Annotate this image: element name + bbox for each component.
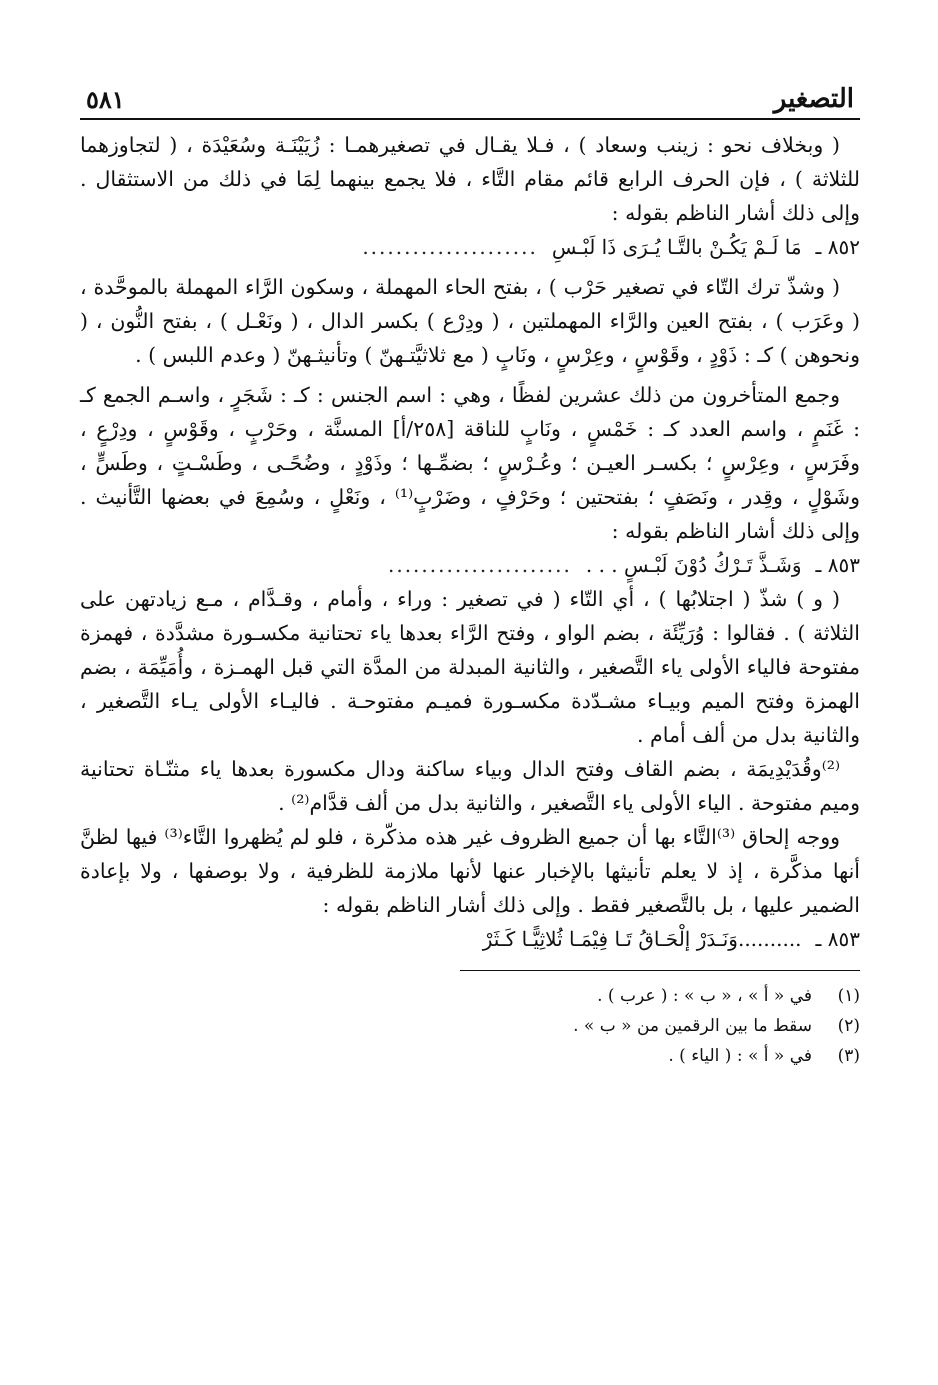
- verse-ellipsis: ......................: [387, 553, 572, 577]
- page-number: ٥٨١: [86, 85, 125, 114]
- paragraph: ( وشذّ ترك التّاء في تصغير حَرْب ) ، بفتح الحاء المهملة ، وسكون الرَّاء المهملة بالموحَّدة ، ( وعَرَب ) ، بفتح العين والرَّاء المهملتين ، ( ودِرْع ) بكسر الدال ، ( ونَعْـل ) ، بفتح النُّون ، ( ونحوهن ) كـ : ذَوْدٍ ، وقَوْسٍ ، وعِرْسٍ ، ونَابٍ ( مع ثلاثيَّتـهنّ ) وتأنيثـهنّ ( وعدم اللبس ) .: [80, 275, 860, 367]
- verse-line: [80, 548, 860, 582]
- footnote-number: (٣): [837, 1046, 860, 1066]
- footnote-divider: [460, 970, 860, 971]
- verse-number: ٨٥٣ ـ: [815, 927, 860, 951]
- paragraph: ( و ) شذّ ( اجتلابُها ) ، أي التّاء ( في تصغير : وراء ، وأمام ، وقـدَّام ، مـع زيادتهن على الثلاثة ) . فقالوا : وُرَيِّئَة ، بضم الواو ، وفتح الرَّاء بعدها ياء تحتانية مكسـورة مشدَّدة ، فهمزة مفتوحة فالياء الأولى ياء التَّصغير ، والثانية المبدلة من المدَّة التي قبل الهمـزة ، وأُمَيِّمَة ، بضم الهمزة وفتح الميم وبيـاء مشـدّدة مكسـورة فميـم مفتوحـة . فاليـاء الأولى يـاء التَّصغير ، والثانية بدل من ألف أمام .: [80, 587, 860, 747]
- footnote: [80, 1011, 860, 1041]
- verse-text: ..........وَنَـدَرْ إلْحَـاقُ تَـا فِيْمَـا ثُلاثِيًّـا كَـثَرْ: [482, 927, 802, 951]
- footnote-number: (٢): [837, 1016, 860, 1036]
- footnote: [80, 981, 860, 1011]
- paragraph: ( وبخلاف نحو : زينب وسعاد ) ، فـلا يقـال في تصغيرهمـا : زُيَيْنَـة وسُعَيْدَة ، ( لتجاوزهما للثلاثة ) ، فإن الحرف الرابع قائم مقام التَّاء ، فلا يجمع بينهما لِمَا في ذلك من الاستثقال . وإلى ذلك أشار الناظم بقوله :: [80, 133, 860, 225]
- footnotes: [80, 981, 860, 1071]
- book-page: [80, 70, 860, 1071]
- footnote-text: في « أ » : ( الياء ) .: [668, 1046, 812, 1066]
- running-title: التصغير: [773, 84, 854, 114]
- verse-number: ٨٥٢ ـ: [815, 235, 860, 259]
- verse-line: [80, 922, 860, 956]
- page-header: [80, 70, 860, 120]
- paragraph: وجمع المتأخرون من ذلك عشرين لفظًا ، وهي : اسم الجنس : كـ : شَجَرٍ ، واسـم الجمع كـ : غَنَمٍ ، واسم العدد كـ : خَمْسٍ ، ونَابٍ للناقة [٢٥٨/أ] المسنَّة ، وحَرْبٍ ، وقَوْسٍ ، ودِرْعٍ ، وفَرَسٍ ، وعِرْسٍ ؛ بكسـر العيـن ؛ وعُـرْسٍ ؛ بضمِّـها ؛ وذَوْدٍ ، وضُحًـى ، وطَسْـتٍ ، وطَسٍّ ، وشَوْلٍ ، وقِدر ، ونَصَفٍ ؛ بفتحتين ؛ وحَرْفٍ ، وضَرْبٍ⁽¹⁾ ، ونَعْلٍ ، وسُمِعَ في بعضها التَّأنيث . وإلى ذلك أشار الناظم بقوله :: [80, 383, 860, 543]
- verse-text: وَشَـذَّ تَـرْكُ دُوْنَ لَبْـسٍ . . .: [585, 553, 802, 577]
- paragraph: ووجه إلحاق ⁽³⁾التَّاء بها أن جميع الظروف غير هذه مذكّرة ، فلو لم يُظهروا التَّاء⁽³⁾ فيها لظنَّ أنها مذكَّرة ، إذ لا يعلم تأنيثها بالإخبار عنها لأنها ملازمة للظرفية ، ولا بوصفها ، ولا بإعادة الضمير عليها ، بل بالتَّصغير فقط . وإلى ذلك أشار الناظم بقوله :: [80, 825, 860, 917]
- page-body: [80, 120, 860, 1071]
- footnote: [80, 1041, 860, 1071]
- verse-text: مَا لَـمْ يَكُـنْ بالتَّـا يُـرَى ذَا لَبْـسِ: [551, 235, 802, 259]
- verse-number: ٨٥٣ ـ: [815, 553, 860, 577]
- paragraph: ⁽²⁾وقُدَيْدِيمَة ، بضم القاف وفتح الدال وبياء ساكنة ودال مكسورة بعدها ياء مثنّـاة تحتانية وميم مفتوحة . الياء الأولى ياء التَّصغير ، والثانية بدل من ألف قدَّام⁽²⁾ .: [80, 757, 860, 815]
- verse-line: [80, 230, 860, 264]
- footnote-text: سقط ما بين الرقمين من « ب » .: [573, 1016, 812, 1036]
- footnote-text: في « أ » ، « ب » : ( عرب ) .: [597, 986, 812, 1006]
- footnote-number: (١): [837, 986, 860, 1006]
- verse-ellipsis: .....................: [362, 235, 538, 259]
